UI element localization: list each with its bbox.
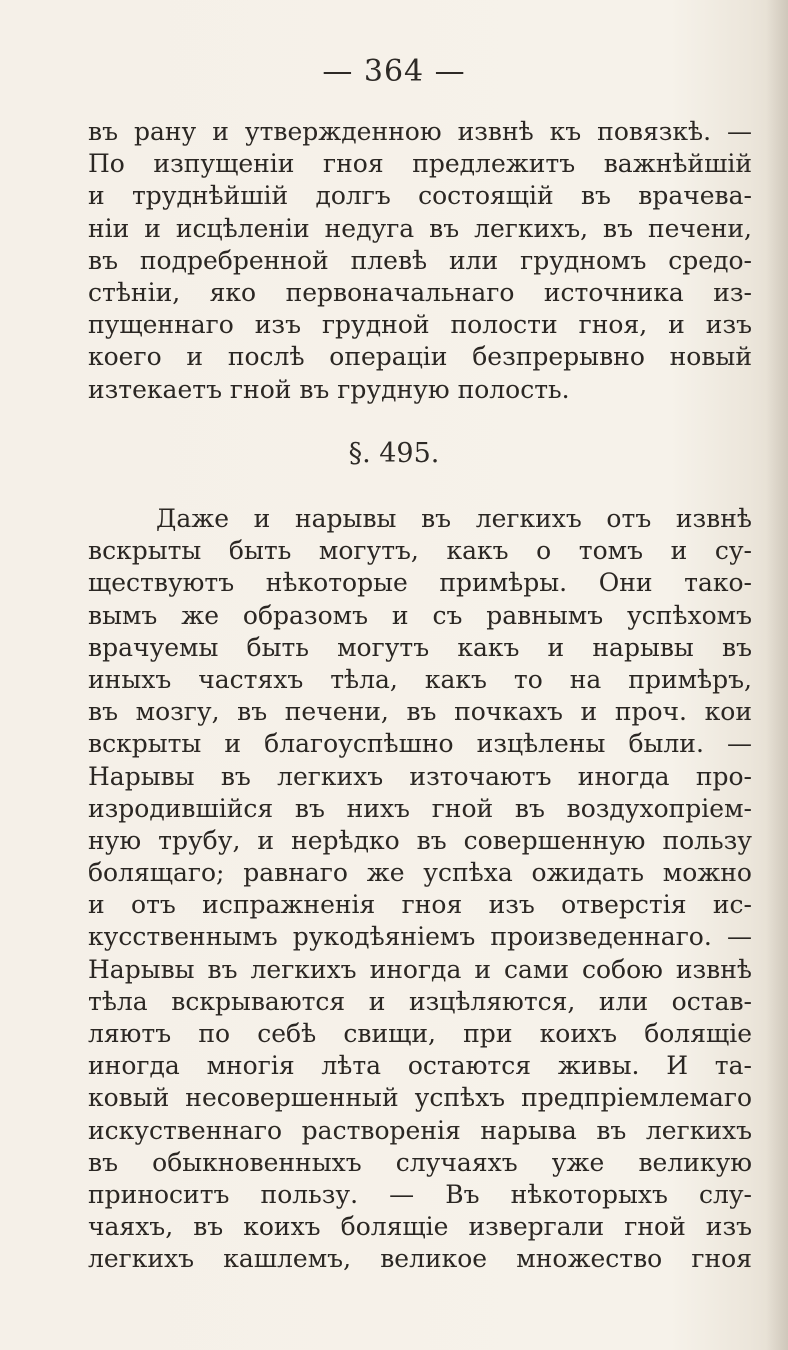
text-line: искуственнаго растворенія нарыва въ легкихъ: [88, 1115, 752, 1145]
text-line: иногда многія лѣта остаются живы. И та-: [88, 1051, 752, 1081]
text-line: врачуемы быть могутъ какъ и нарывы въ: [88, 632, 752, 662]
text-line: чаяхъ, въ коихъ болящіе извергали гной изъ: [88, 1212, 752, 1242]
text-line: ніи и исцѣленіи недуга въ легкихъ, въ печени,: [88, 213, 752, 243]
text-line: иныхъ частяхъ тѣла, какъ то на примѣръ,: [88, 664, 752, 694]
text-line: въ подребренной плевѣ или грудномъ средо-: [88, 245, 752, 275]
text-line: изродившійся въ нихъ гной въ воздухопріем-: [88, 793, 752, 823]
text-line: вскрыты быть могутъ, какъ о томъ и су-: [88, 536, 752, 566]
section-number: §. 495.: [348, 438, 440, 469]
text-line: легкихъ кашлемъ, великое множество гноя: [88, 1244, 752, 1274]
text-line: тѣла вскрываются и изцѣляются, или остав-: [88, 986, 752, 1016]
text-line: въ рану и утвержденною извнѣ къ повязкѣ. —: [88, 117, 752, 146]
text-line: болящаго; равнаго же успѣха ожидать можно: [88, 858, 752, 888]
text-line: и отъ испражненія гноя изъ отверстія ис-: [88, 890, 752, 920]
text-line: вскрыты и благоуспѣшно изцѣлены были. —: [88, 729, 752, 759]
text-line: коего и послѣ операціи безпрерывно новый: [88, 342, 752, 372]
text-line: Нарывы въ легкихъ иногда и сами собою извнѣ: [88, 954, 752, 984]
text-line: ковый несовершенный успѣхъ предпріемлемаго: [88, 1083, 752, 1113]
text-line: Даже и нарывы въ легкихъ отъ извнѣ: [156, 504, 752, 533]
text-line: кусственнымъ рукодѣяніемъ произведеннаго. —: [88, 922, 752, 952]
text-line: ществуютъ нѣкоторые примѣры. Они тако-: [88, 568, 752, 598]
text-line: изтекаетъ гной въ грудную полость.: [88, 374, 570, 404]
text-line: и труднѣйшій долгъ состоящій въ врачева-: [88, 181, 752, 211]
text-line: въ мозгу, въ печени, въ почкахъ и проч. кои: [88, 697, 752, 727]
paragraph-1: [88, 116, 752, 406]
text-line: стѣніи, яко первоначальнаго источника из-: [88, 277, 752, 307]
paragraph-2: [88, 503, 752, 1276]
text-line: ляютъ по себѣ свищи, при коихъ болящіе: [88, 1019, 752, 1048]
text-line: пущеннаго изъ грудной полости гноя, и изъ: [88, 310, 752, 340]
text-line: въ обыкновенныхъ случаяхъ уже великую: [88, 1147, 752, 1177]
text-line: приноситъ пользу. — Въ нѣкоторыхъ слу-: [88, 1179, 752, 1209]
text-line: По изпущеніи гноя предлежитъ важнѣйшій: [88, 149, 752, 179]
text-line: вымъ же образомъ и съ равнымъ успѣхомъ: [88, 600, 752, 630]
page-edge-shadow: [766, 0, 788, 1350]
page-number-header: — 364 —: [322, 54, 466, 89]
text-line: Нарывы въ легкихъ източаютъ иногда про-: [88, 761, 752, 791]
text-line: ную трубу, и нерѣдко въ совершенную пользу: [88, 825, 752, 855]
